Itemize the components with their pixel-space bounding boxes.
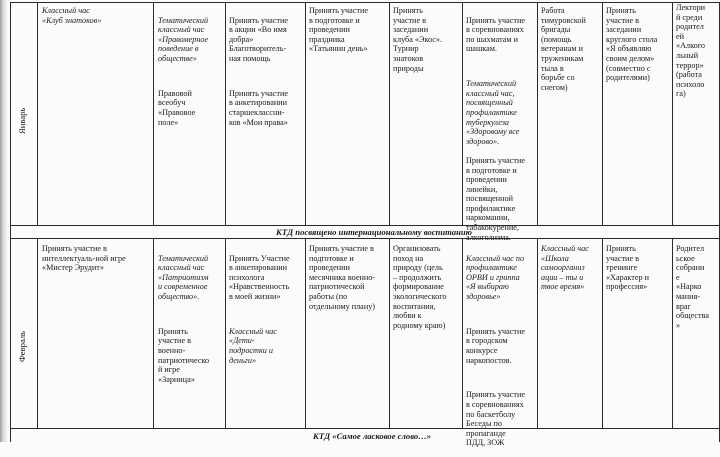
row-divider-ktd1 bbox=[10, 238, 720, 239]
feb-cell-2 bbox=[158, 244, 224, 394]
feb-cell-3 bbox=[229, 244, 304, 375]
col-divider-6-jan bbox=[537, 2, 538, 225]
col-divider-4-feb bbox=[389, 238, 390, 428]
feb-cell-7: Классный час «Школа самоорганиз ации – ты и твое время» bbox=[541, 244, 589, 292]
feb-cell-4: Принять участие в подготовке и проведении месячника военно- патриотической работы (по отдельному плану) bbox=[309, 244, 376, 311]
col-divider-1-feb bbox=[153, 238, 154, 428]
feb-cell-9: Родител ьское собрани е «Нарко мания- враг общества » bbox=[676, 244, 710, 330]
jan-cell-3 bbox=[229, 6, 304, 137]
col-divider-2-jan bbox=[225, 2, 226, 225]
col-divider-2-feb bbox=[225, 238, 226, 428]
feb-cell-6 bbox=[466, 244, 536, 457]
col-divider-month-jan bbox=[37, 2, 38, 225]
jan-cell-9: Лектори й среди родител ей «Алкого льный террор» (работа психоло га) bbox=[676, 3, 706, 99]
jan-cell-3-survey: Принять участие в анкетировании старшеклассни- ков «Мои права» bbox=[229, 88, 288, 127]
col-divider-8-feb bbox=[672, 238, 673, 428]
col-divider-8-jan bbox=[672, 2, 673, 225]
col-divider-5-feb bbox=[462, 238, 463, 428]
col-divider-7-feb bbox=[602, 238, 603, 428]
jan-cell-8: Принять участие в заседании круглого стола «Я объявляю своим делом» (совместно с родителями) bbox=[606, 6, 658, 83]
feb-cell-5: Организовать поход на природу (цель – продолжить формирование экологического воспитания, любви к родному краю) bbox=[393, 244, 447, 330]
jan-cell-2 bbox=[158, 6, 224, 137]
col-divider-3-jan bbox=[305, 2, 306, 225]
col-divider-1-jan bbox=[153, 2, 154, 225]
feb-cell-3-money: Классный час «Дети- подростки и деньги» bbox=[229, 326, 277, 365]
col-divider-3-feb bbox=[305, 238, 306, 428]
jan-cell-3-charity: Принять участие в акции «Во имя добра» Благотворитель- ная помощь bbox=[229, 15, 288, 63]
month-label-january: Январь bbox=[17, 107, 27, 134]
col-divider-7-jan bbox=[602, 2, 603, 225]
feb-cell-6-basketball: Принять участие в соревнованиях по баскетболу Беседы по пропаганде ПДД, ЗОЖ bbox=[466, 390, 525, 448]
col-divider-5-jan bbox=[462, 2, 463, 225]
jan-cell-6-chess: Принять участие в соревнованиях по шахматам и шашкам. bbox=[466, 15, 525, 54]
ktd-heading-international: КТД посвящено интернациональному воспитанию bbox=[276, 227, 472, 237]
jan-cell-6-tuberculosis: Тематический классный час, посвященный профилактике туберкулеза «Здоровому все здорово». bbox=[466, 79, 520, 146]
jan-cell-2-legal-education: Правовой всеобуч «Правовое поле» bbox=[158, 88, 196, 127]
col-divider-month-feb bbox=[37, 238, 38, 428]
table-left-border bbox=[10, 2, 11, 442]
feb-cell-3-survey: Принять Участие в анкетировании психолога «Нравственность в моей жизни» bbox=[229, 253, 290, 301]
month-label-february: Февраль bbox=[17, 330, 27, 362]
feb-cell-2-zarnitsa: Принять участие в военно- патриотическо й игре «Зарница» bbox=[158, 326, 210, 384]
scan-shadow-edge bbox=[0, 0, 8, 442]
feb-cell-1: Принять участие в интеллектуаль-ной игре «Мистер Эрудит» bbox=[42, 244, 126, 273]
jan-cell-5: Принять участие в заседании клуба «Экос». Турнир знатоков природы bbox=[393, 6, 443, 73]
jan-cell-6-lineup: Принять участие в подготовке и проведении линейки, посвященной профилактике наркомании, табакокурение, алкоголизма. bbox=[466, 155, 525, 242]
row-divider-jan bbox=[10, 225, 720, 226]
col-divider-6-feb bbox=[537, 238, 538, 428]
feb-cell-6-narcopost: Принять участие в городском конкурсе наркопостов. bbox=[466, 326, 525, 365]
ktd-heading-kind-word: КТД «Самое ласковое слово…» bbox=[313, 431, 432, 441]
jan-cell-6 bbox=[466, 6, 536, 252]
feb-cell-2-patriotism: Тематический классный час «Патриотизм и современное общество». bbox=[158, 253, 209, 301]
col-divider-4-jan bbox=[389, 2, 390, 225]
jan-cell-7: Работа тимуровской бригады (помощь ветеранам и труженикам тыла в борьбе со снегом) bbox=[541, 6, 586, 92]
jan-cell-2-class-hour: Тематический классный час «Правомерное поведение в обществе» bbox=[158, 15, 209, 63]
jan-cell-4: Принять участие в подготовке и проведении праздника «Татьянин день» bbox=[309, 6, 368, 54]
feb-cell-8: Принять участие в тренинге «Характер и профессия» bbox=[606, 244, 649, 292]
jan-cell-1: Классный час «Клуб знатоков» bbox=[42, 6, 102, 25]
table-top-border bbox=[10, 2, 720, 3]
feb-cell-6-flu: Классный час по профилактике ОРВИ и гриппа «Я выбираю здоровье» bbox=[466, 253, 525, 301]
row-divider-feb bbox=[10, 428, 720, 429]
